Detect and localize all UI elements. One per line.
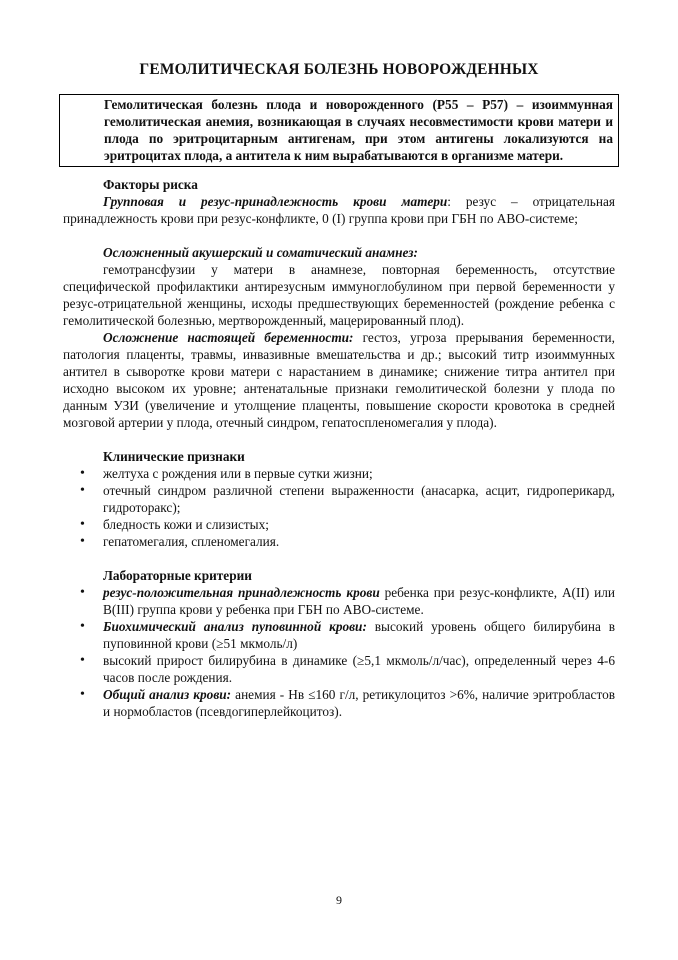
lab-cbc-text: анемия - Нв ≤160 г/л, ретикулоцитоз >6%, наличие эритробластов и нормобластов (псевдогиперлейкоцитоз). — [103, 687, 616, 719]
lab-biochem-text: высокий уровень общего билирубина в пуповинной крови (≥51 мкмоль/л) — [103, 619, 615, 651]
list-item: • высокий прирост билирубина в динамике (≥5,1 мкмоль/л/час), определенный через 4-6 часов после рождения. — [63, 652, 615, 686]
risk-anamnesis-text: гемотрансфузии у матери в анамнезе, повторная беременность, отсутствие специфической профилактики антирезусным иммуноглобулином при первой беременности у резус-отрицательной женщины, исходы предшествующих беременностей (рождение ребенка с гемолитической болезнью, мертворожденный, мацерированный плод). — [63, 262, 615, 328]
lab-heading: Лабораторные критерии — [103, 568, 252, 583]
list-item — [63, 686, 615, 720]
risk-group-text: : резус – отрицательная принадлежность крови при резус-конфликте, 0 (I) группа крови при ГБН по АВО-системе; — [63, 194, 615, 226]
lab-cbc-term: Общий анализ крови: — [103, 687, 232, 702]
list-item: • отечный синдром различной степени выраженности (анасарка, асцит, гидроперикард, гидроторакс); — [63, 482, 615, 516]
risk-group-paragraph — [63, 193, 615, 227]
risk-heading: Факторы риска — [103, 177, 198, 192]
risk-anamnesis-term: Осложненный акушерский и соматический анамнез: — [103, 245, 418, 260]
page-content — [63, 60, 615, 720]
definition-text: Гемолитическая болезнь плода и новорожденного (Р55 – Р57) – изоиммунная гемолитическая анемия, возникающая в случаях несовместимости крови матери и плода по эритроцитарным антигенам, при этом антигены локализуются на эритроцитах плода, а антитела к ним вырабатываются в организме матери. — [104, 97, 613, 163]
lab-biochem-term: Биохимический анализ пуповинной крови: — [103, 619, 367, 634]
list-item: • желтуха с рождения или в первые сутки жизни; — [63, 465, 615, 482]
risk-anamnesis-term-line — [63, 244, 615, 261]
page-number: 9 — [336, 893, 342, 907]
lab-rh-term: резус-положительная принадлежность крови — [103, 585, 380, 600]
lab-rh-text: ребенка при резус-конфликте, А(II) или В(III) группа крови у ребенка при ГБН по АВО-системе. — [103, 585, 616, 617]
list-item: • бледность кожи и слизистых; — [63, 516, 615, 533]
risk-pregnancy-paragraph — [63, 329, 615, 431]
clinical-list — [63, 465, 615, 550]
clinical-heading: Клинические признаки — [103, 449, 245, 464]
list-item — [63, 618, 615, 652]
risk-pregnancy-text: гестоз, угроза прерывания беременности, патология плаценты, травмы, инвазивные вмешательства и др.; высокий титр изоиммунных антител в сыворотке крови матери с нарастанием в динамике; снижение титра антител при исходно высоком их уровне; антенатальные признаки гемолитической болезни у плода по данным УЗИ (увеличение и утолщение плаценты, повышение скорости кровотока в средней мозговой артерии у плода, отечный синдром, гепатоспленомегалия у плода). — [63, 330, 615, 430]
list-item: • гепатомегалия, спленомегалия. — [63, 533, 615, 550]
lab-list — [63, 584, 615, 720]
page-title: ГЕМОЛИТИЧЕСКАЯ БОЛЕЗНЬ НОВОРОЖДЕННЫХ — [139, 61, 539, 78]
risk-pregnancy-term: Осложнение настоящей беременности: — [103, 330, 354, 345]
risk-group-term: Групповая и резус-принадлежность крови матери — [103, 194, 448, 209]
list-item — [63, 584, 615, 618]
definition-box — [59, 94, 619, 167]
